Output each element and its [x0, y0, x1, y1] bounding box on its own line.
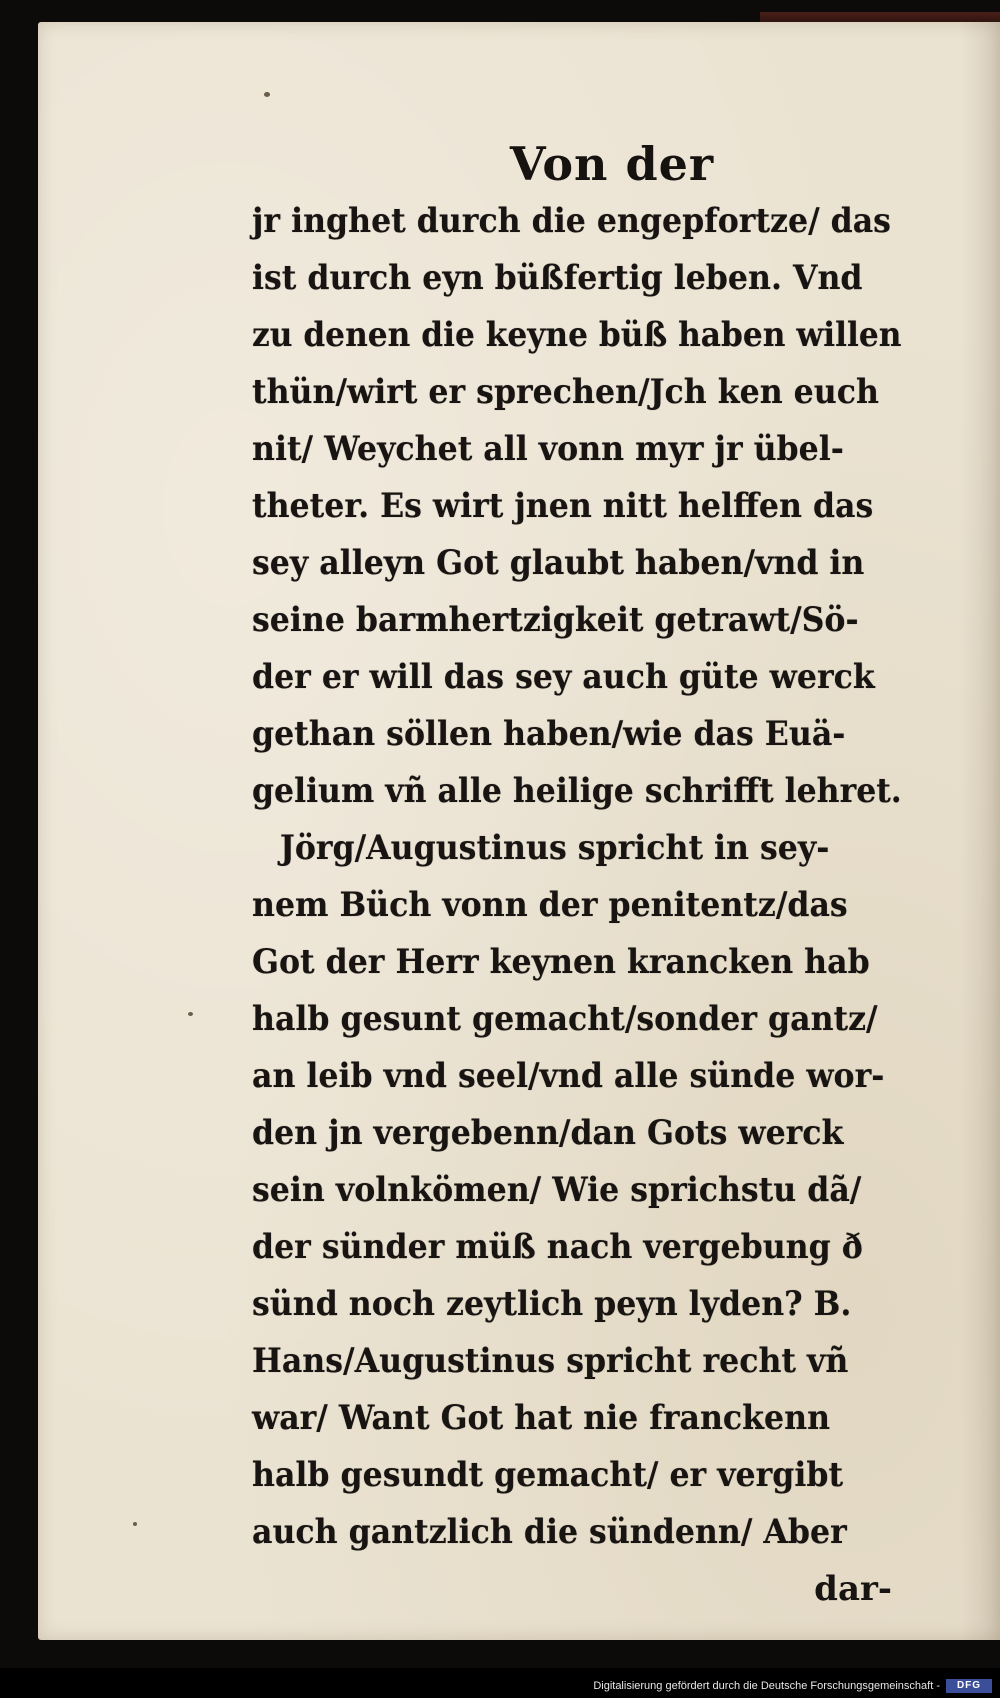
- text-line: thün/wirt er sprechen/Jch ken euch: [252, 372, 879, 412]
- text-line: der sünder müß nach vergebung ð: [252, 1227, 863, 1267]
- catchword: dar-: [814, 1569, 892, 1609]
- text-line: Hans/Augustinus spricht recht vñ: [252, 1341, 849, 1381]
- text-line: theter. Es wirt jnen nitt helffen das: [252, 486, 874, 526]
- paper-speck: [133, 1522, 137, 1526]
- text-line: seine barmhertzigkeit getrawt/Sö-: [252, 600, 859, 640]
- text-line: der er will das sey auch güte werck: [252, 657, 875, 697]
- text-line: sey alleyn Got glaubt haben/vnd in: [252, 543, 865, 583]
- text-line: jr inghet durch die engepfortze/ das: [252, 201, 891, 241]
- paper-speck: [188, 1012, 193, 1016]
- text-line: gelium vñ alle heilige schrifft lehret.: [252, 771, 902, 811]
- text-line: ist durch eyn büßfertig leben. Vnd: [252, 258, 863, 298]
- dfg-logo: DFG: [946, 1679, 992, 1693]
- text-line: nit/ Weychet all vonn myr jr übel-: [252, 429, 844, 469]
- text-line: halb gesundt gemacht/ er vergibt: [252, 1455, 844, 1495]
- text-line: nem Büch vonn der penitentz/das: [252, 885, 848, 925]
- digitization-credit: Digitalisierung gefördert durch die Deutsche Forschungsgemeinschaft -: [593, 1680, 940, 1692]
- footer-bar: [0, 1668, 1000, 1698]
- text-line: Jörg/Augustinus spricht in sey-: [279, 828, 830, 868]
- page-spine-shadow: [960, 22, 1000, 1640]
- text-line: Got der Herr keynen krancken hab: [252, 942, 870, 982]
- text-line: zu denen die keyne büß haben willen: [252, 315, 902, 355]
- text-line: den jn vergebenn/dan Gots werck: [252, 1113, 844, 1153]
- text-line: sein volnkömen/ Wie sprichstu dã/: [252, 1170, 862, 1210]
- text-line: war/ Want Got hat nie franckenn: [252, 1398, 831, 1438]
- text-line: sünd noch zeytlich peyn lyden? B.: [252, 1284, 852, 1324]
- paper-speck: [264, 92, 270, 97]
- text-block: [252, 135, 952, 1618]
- text-line: gethan söllen haben/wie das Euä-: [252, 714, 846, 754]
- text-line: auch gantzlich die sündenn/ Aber: [252, 1512, 847, 1552]
- page-header: Von der: [509, 137, 715, 191]
- text-lines: [252, 193, 952, 1561]
- text-line: halb gesunt gemacht/sonder gantz/: [252, 999, 878, 1039]
- text-line: an leib vnd seel/vnd alle sünde wor-: [252, 1056, 885, 1096]
